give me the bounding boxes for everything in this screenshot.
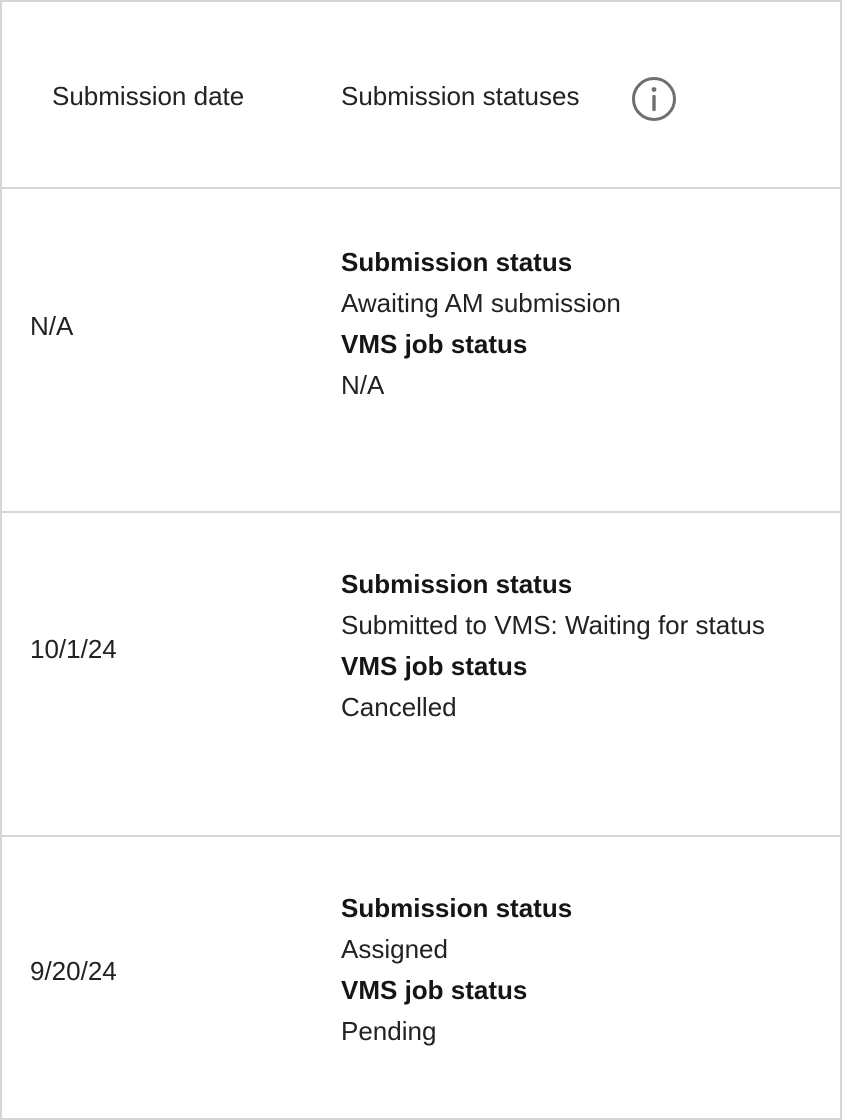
submission-status-value: Awaiting AM submission xyxy=(341,288,621,318)
vms-job-status-value: Pending xyxy=(341,1016,437,1046)
submission-status-value: Assigned xyxy=(341,934,448,964)
submission-date-cell: 9/20/24 xyxy=(30,956,117,986)
vms-job-status-label: VMS job status xyxy=(341,329,528,359)
table-row xyxy=(2,513,840,837)
submission-statuses-cell xyxy=(341,888,831,1052)
submission-statuses-cell xyxy=(341,242,831,406)
info-circle-icon[interactable] xyxy=(631,76,677,122)
submission-date-cell: N/A xyxy=(30,311,74,341)
submission-status-value: Submitted to VMS: Waiting for status xyxy=(341,610,765,640)
submission-status-label: Submission status xyxy=(341,893,573,923)
vms-job-status-value: Cancelled xyxy=(341,692,457,722)
vms-job-status-label: VMS job status xyxy=(341,651,528,681)
column-header-submission-date: Submission date xyxy=(52,81,245,111)
table-header xyxy=(2,2,840,189)
table-row xyxy=(2,837,840,1118)
submission-status-label: Submission status xyxy=(341,569,573,599)
submission-date-cell: 10/1/24 xyxy=(30,634,117,664)
submission-statuses-cell xyxy=(341,564,831,728)
vms-job-status-value: N/A xyxy=(341,370,385,400)
column-header-submission-statuses: Submission statuses xyxy=(341,81,580,111)
table-row xyxy=(2,189,840,513)
vms-job-status-label: VMS job status xyxy=(341,975,528,1005)
submission-status-label: Submission status xyxy=(341,247,573,277)
